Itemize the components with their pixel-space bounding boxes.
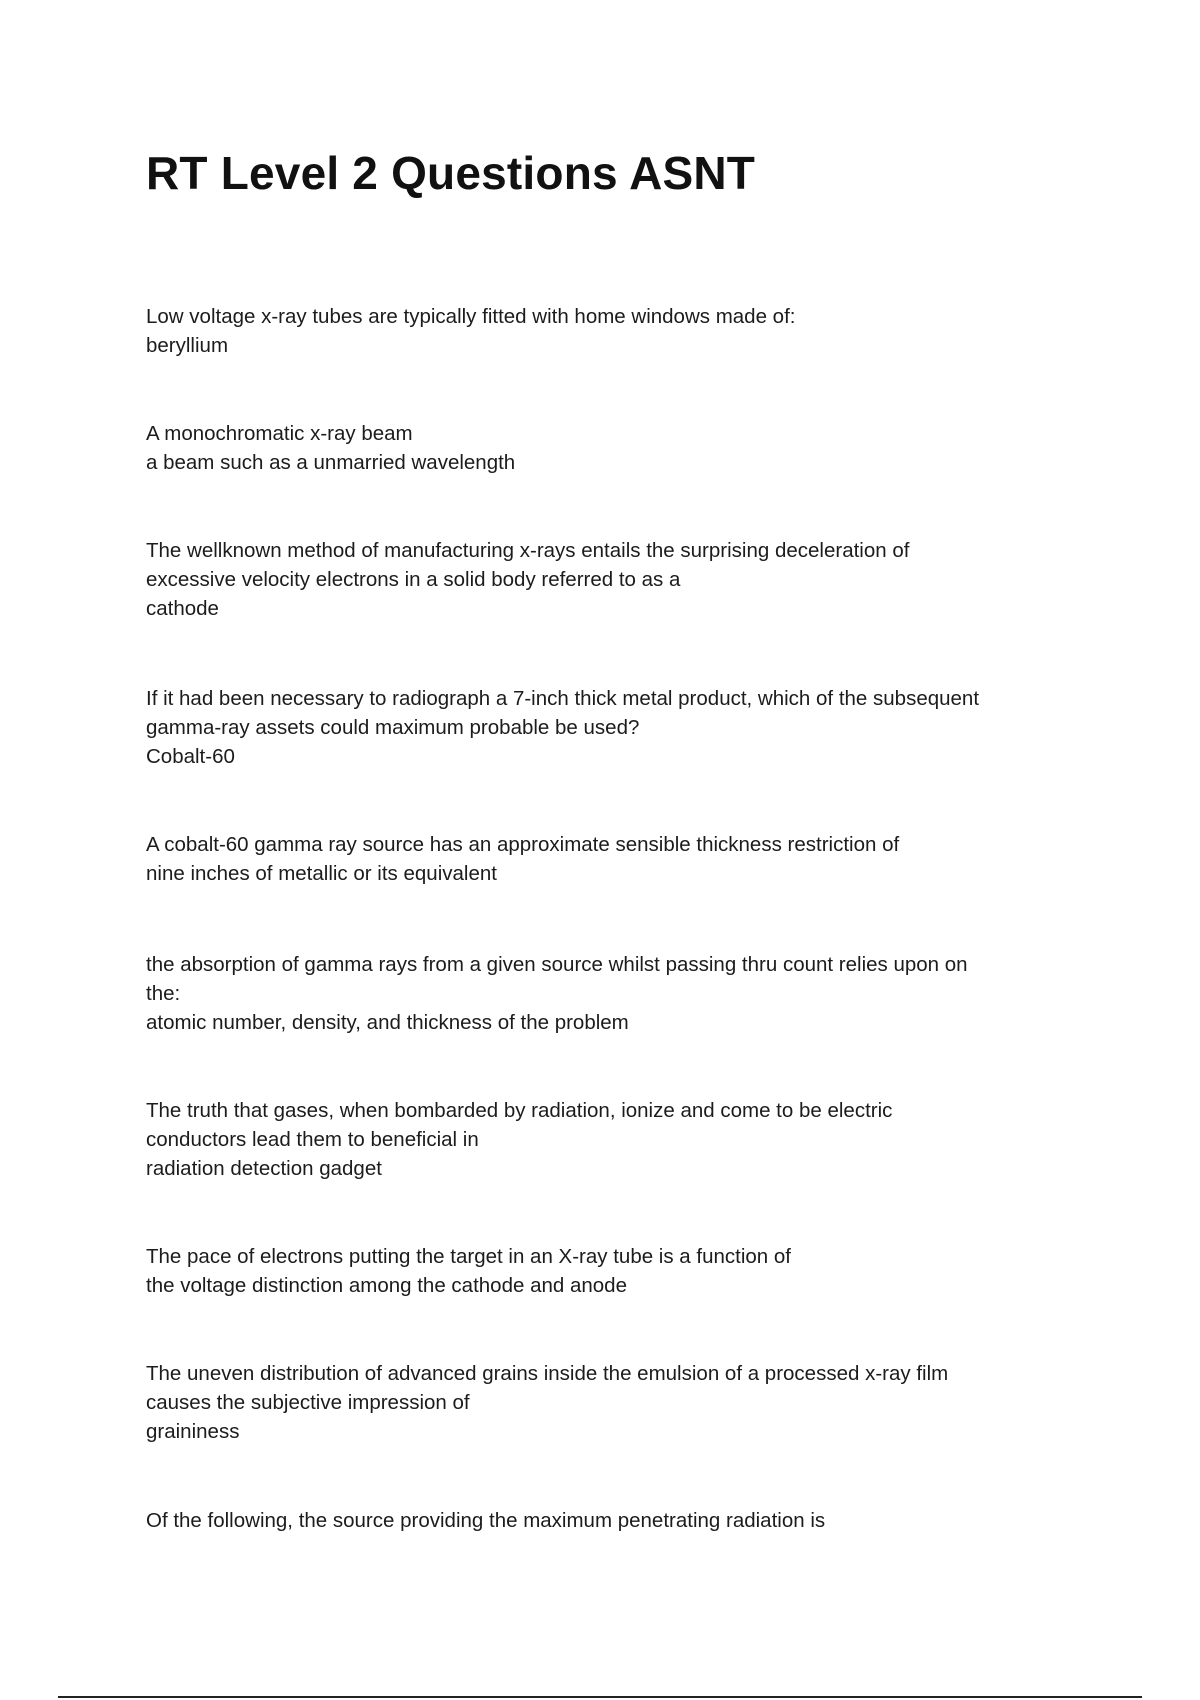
question-text: Low voltage x-ray tubes are typically fitted with home windows made of: — [146, 305, 796, 328]
qa-item — [146, 1096, 1066, 1183]
question-text: The pace of electrons putting the target in an X-ray tube is a function of — [146, 1245, 791, 1268]
question-text: A monochromatic x-ray beam — [146, 422, 413, 445]
question-text: the: — [146, 982, 181, 1005]
question-text: If it had been necessary to radiograph a 7-inch thick metal product, which of the subsequent — [146, 687, 980, 710]
question-text: conductors lead them to beneficial in — [146, 1128, 479, 1151]
qa-item — [146, 1506, 1066, 1535]
question-text: causes the subjective impression of — [146, 1391, 470, 1414]
qa-item — [146, 536, 1066, 623]
qa-item — [146, 1359, 1066, 1446]
answer-text: beryllium — [146, 334, 229, 357]
question-text: gamma-ray assets could maximum probable be used? — [146, 716, 640, 739]
answer-text: nine inches of metallic or its equivalent — [146, 862, 497, 885]
qa-item — [146, 830, 1066, 888]
qa-item — [146, 1242, 1066, 1300]
answer-text: the voltage distinction among the cathode and anode — [146, 1274, 627, 1297]
question-text: A cobalt-60 gamma ray source has an approximate sensible thickness restriction of — [146, 833, 900, 856]
question-text: the absorption of gamma rays from a given source whilst passing thru count relies upon on — [146, 953, 968, 976]
question-text: The uneven distribution of advanced grains inside the emulsion of a processed x-ray film — [146, 1362, 949, 1385]
question-text: excessive velocity electrons in a solid body referred to as a — [146, 568, 681, 591]
qa-item — [146, 950, 1066, 1037]
question-text: The wellknown method of manufacturing x-rays entails the surprising deceleration of — [146, 539, 910, 562]
answer-text: a beam such as a unmarried wavelength — [146, 451, 516, 474]
answer-text: Cobalt-60 — [146, 745, 235, 768]
document-title: RT Level 2 Questions ASNT — [146, 147, 756, 199]
qa-item — [146, 302, 1066, 360]
answer-text: cathode — [146, 597, 219, 620]
question-text: Of the following, the source providing the maximum penetrating radiation is — [146, 1509, 826, 1532]
answer-text: radiation detection gadget — [146, 1157, 382, 1180]
footer-divider — [58, 1696, 1142, 1698]
question-text: The truth that gases, when bombarded by radiation, ionize and come to be electric — [146, 1099, 893, 1122]
answer-text: atomic number, density, and thickness of the problem — [146, 1011, 629, 1034]
qa-item — [146, 684, 1066, 771]
answer-text: graininess — [146, 1420, 240, 1443]
qa-item — [146, 419, 1066, 477]
